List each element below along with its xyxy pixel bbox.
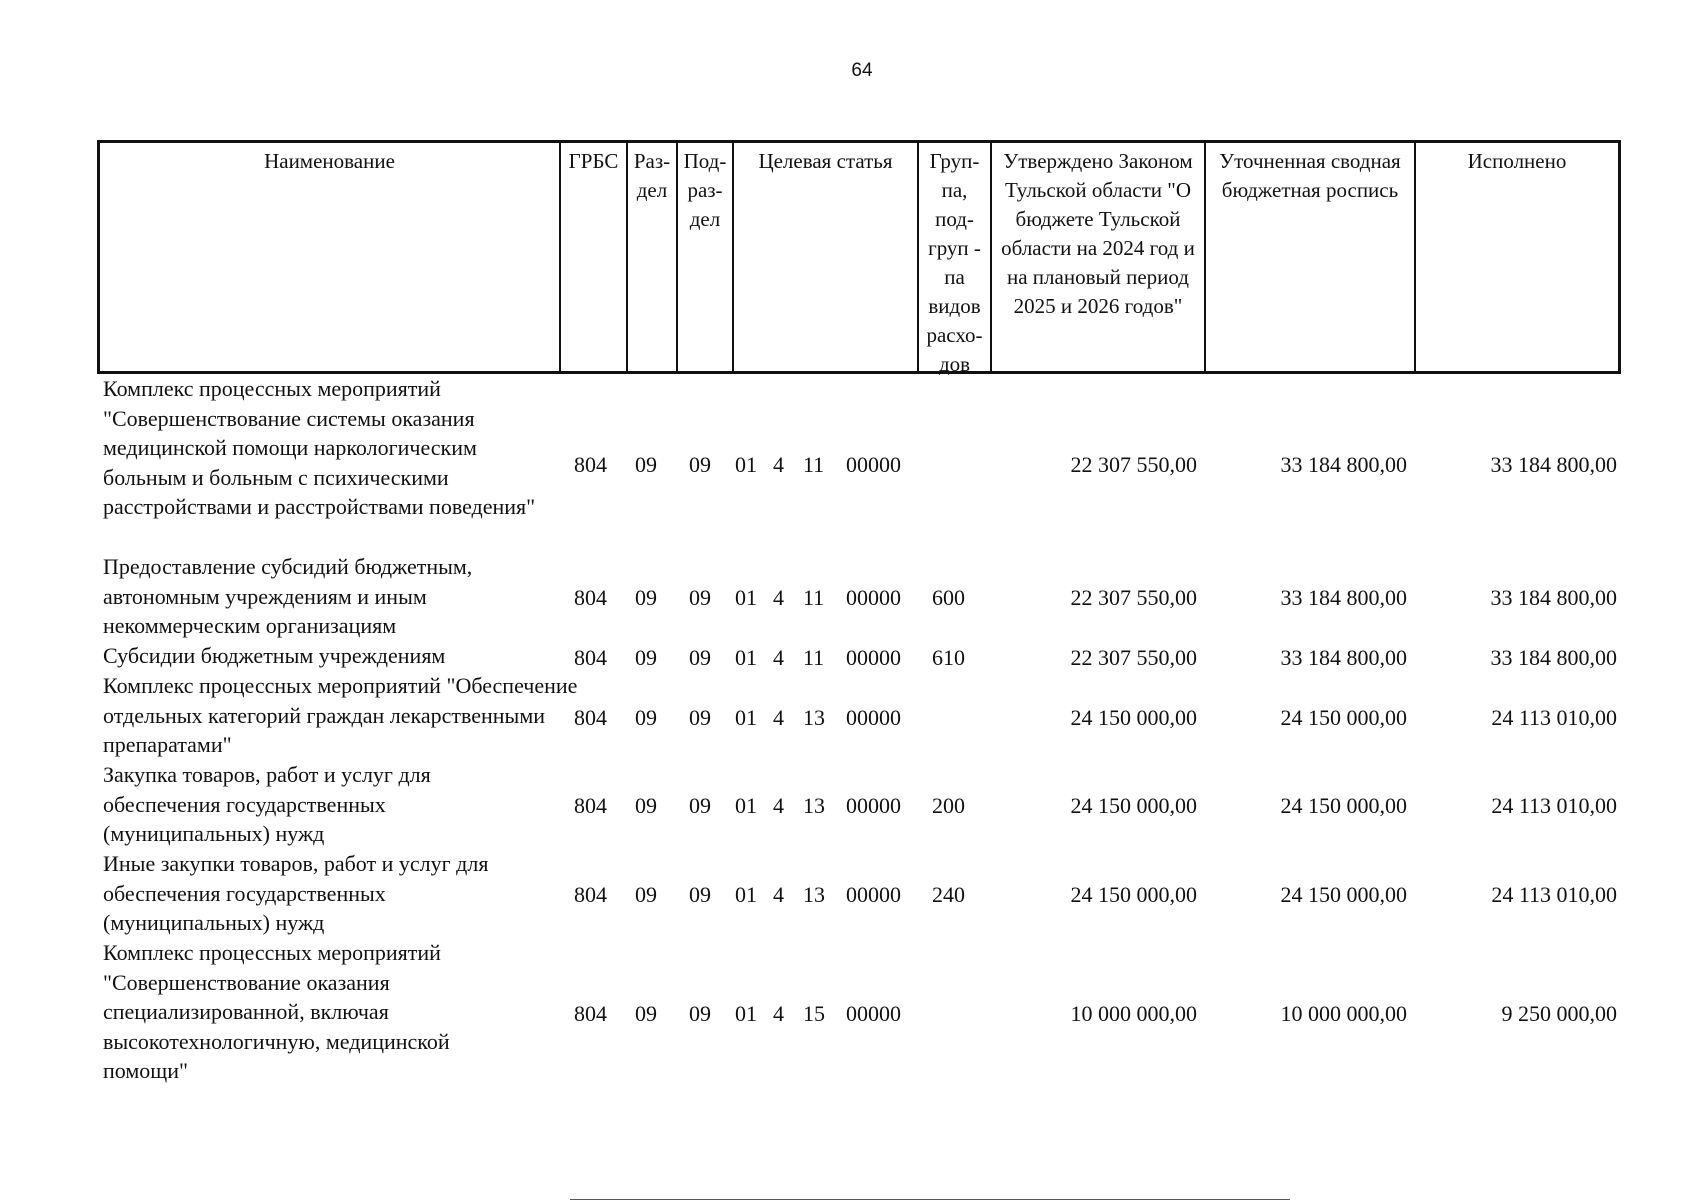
header-refined: Уточненная сводная бюджетная роспись [1204,143,1414,371]
table-row [97,760,1621,849]
row-podrazdel: 09 [689,1001,711,1026]
row-target-4: 00000 [846,645,901,670]
row-podrazdel: 09 [689,452,711,477]
row-name: Закупка товаров, работ и услуг для обеспечения государственных (муниципальных) нужд [103,762,431,846]
row-refined: 33 184 800,00 [1280,452,1407,477]
row-executed: 24 113 010,00 [1491,705,1617,730]
table-row [97,641,1621,671]
table-row [97,552,1621,641]
table-row [97,938,1621,1088]
row-podrazdel: 09 [689,705,711,730]
header-grbs: ГРБС [559,143,626,371]
header-target: Целевая статья [732,143,917,371]
header-group: Груп-па, под-груп - па видов расхо-дов [917,143,990,371]
row-group: 200 [932,793,965,818]
row-podrazdel: 09 [689,882,711,907]
row-razdel: 09 [635,452,657,477]
row-refined: 24 150 000,00 [1280,793,1407,818]
row-target-1: 01 [735,1001,757,1026]
row-target-2: 4 [773,1001,784,1026]
row-group: 240 [932,882,965,907]
row-target-3: 13 [803,882,825,907]
row-grbs: 804 [574,1001,607,1026]
row-name: Предоставление субсидий бюджетным, автономным учреждениям и иным некоммерческим организациям [103,554,473,638]
table-header [97,140,1621,374]
row-grbs: 804 [574,452,607,477]
row-approved: 10 000 000,00 [1070,1001,1197,1026]
row-name: Комплекс процессных мероприятий "Совершенствование оказания специализированной, включая высокотехнологичную, медицинской помощи" [103,940,450,1083]
row-target-2: 4 [773,793,784,818]
table-row [97,374,1621,552]
row-razdel: 09 [635,645,657,670]
row-target-4: 00000 [846,705,901,730]
row-target-1: 01 [735,882,757,907]
row-target-4: 00000 [846,1001,901,1026]
row-refined: 10 000 000,00 [1280,1001,1407,1026]
row-executed: 24 113 010,00 [1491,882,1617,907]
row-refined: 33 184 800,00 [1280,585,1407,610]
row-executed: 24 113 010,00 [1491,793,1617,818]
row-name: Иные закупки товаров, работ и услуг для обеспечения государственных (муниципальных) нужд [103,851,489,935]
row-razdel: 09 [635,585,657,610]
row-target-3: 13 [803,793,825,818]
row-target-2: 4 [773,705,784,730]
row-refined: 24 150 000,00 [1280,705,1407,730]
row-razdel: 09 [635,793,657,818]
row-grbs: 804 [574,705,607,730]
row-refined: 24 150 000,00 [1280,882,1407,907]
row-target-4: 00000 [846,585,901,610]
row-razdel: 09 [635,1001,657,1026]
row-executed: 33 184 800,00 [1490,645,1617,670]
row-razdel: 09 [635,705,657,730]
row-target-1: 01 [735,585,757,610]
header-name: Наименование [264,149,395,173]
row-target-3: 13 [803,705,825,730]
row-target-1: 01 [735,645,757,670]
row-target-4: 00000 [846,793,901,818]
row-name: Комплекс процессных мероприятий "Обеспечение отдельных категорий граждан лекарственными препаратами" [103,673,578,757]
row-target-3: 15 [803,1001,825,1026]
row-podrazdel: 09 [689,645,711,670]
row-refined: 33 184 800,00 [1280,645,1407,670]
row-target-4: 00000 [846,452,901,477]
table-row [97,849,1621,938]
row-approved: 24 150 000,00 [1070,705,1197,730]
row-target-1: 01 [735,793,757,818]
row-approved: 22 307 550,00 [1070,452,1197,477]
header-executed: Исполнено [1414,143,1618,371]
row-approved: 24 150 000,00 [1070,882,1197,907]
row-approved: 24 150 000,00 [1070,793,1197,818]
row-target-2: 4 [773,585,784,610]
row-target-2: 4 [773,452,784,477]
row-target-4: 00000 [846,882,901,907]
row-executed: 33 184 800,00 [1490,452,1617,477]
row-grbs: 804 [574,645,607,670]
header-razdel: Раз-дел [626,143,676,371]
row-target-3: 11 [803,452,825,477]
row-target-1: 01 [735,705,757,730]
header-approved: Утверждено Законом Тульской области "О бюджете Тульской области на 2024 год и на плановый период 2025 и 2026 годов" [990,143,1204,371]
row-executed: 9 250 000,00 [1501,1001,1617,1026]
row-grbs: 804 [574,793,607,818]
row-target-3: 11 [803,645,825,670]
row-group: 610 [932,645,965,670]
row-group: 600 [932,585,965,610]
row-target-3: 11 [803,585,825,610]
row-approved: 22 307 550,00 [1070,585,1197,610]
row-target-1: 01 [735,452,757,477]
row-target-2: 4 [773,645,784,670]
row-name: Комплекс процессных мероприятий "Совершенствование системы оказания медицинской помощи наркологическим больным и больным с психическими расстройствами и расстройствами поведения" [103,376,536,519]
table-row [97,671,1621,760]
row-razdel: 09 [635,882,657,907]
row-name: Субсидии бюджетным учреждениям [103,643,446,668]
row-executed: 33 184 800,00 [1490,585,1617,610]
row-target-2: 4 [773,882,784,907]
page-number: 64 [851,60,873,81]
row-podrazdel: 09 [689,585,711,610]
row-podrazdel: 09 [689,793,711,818]
row-approved: 22 307 550,00 [1070,645,1197,670]
header-podrazdel: Под-раз-дел [676,143,732,371]
row-grbs: 804 [574,585,607,610]
row-grbs: 804 [574,882,607,907]
